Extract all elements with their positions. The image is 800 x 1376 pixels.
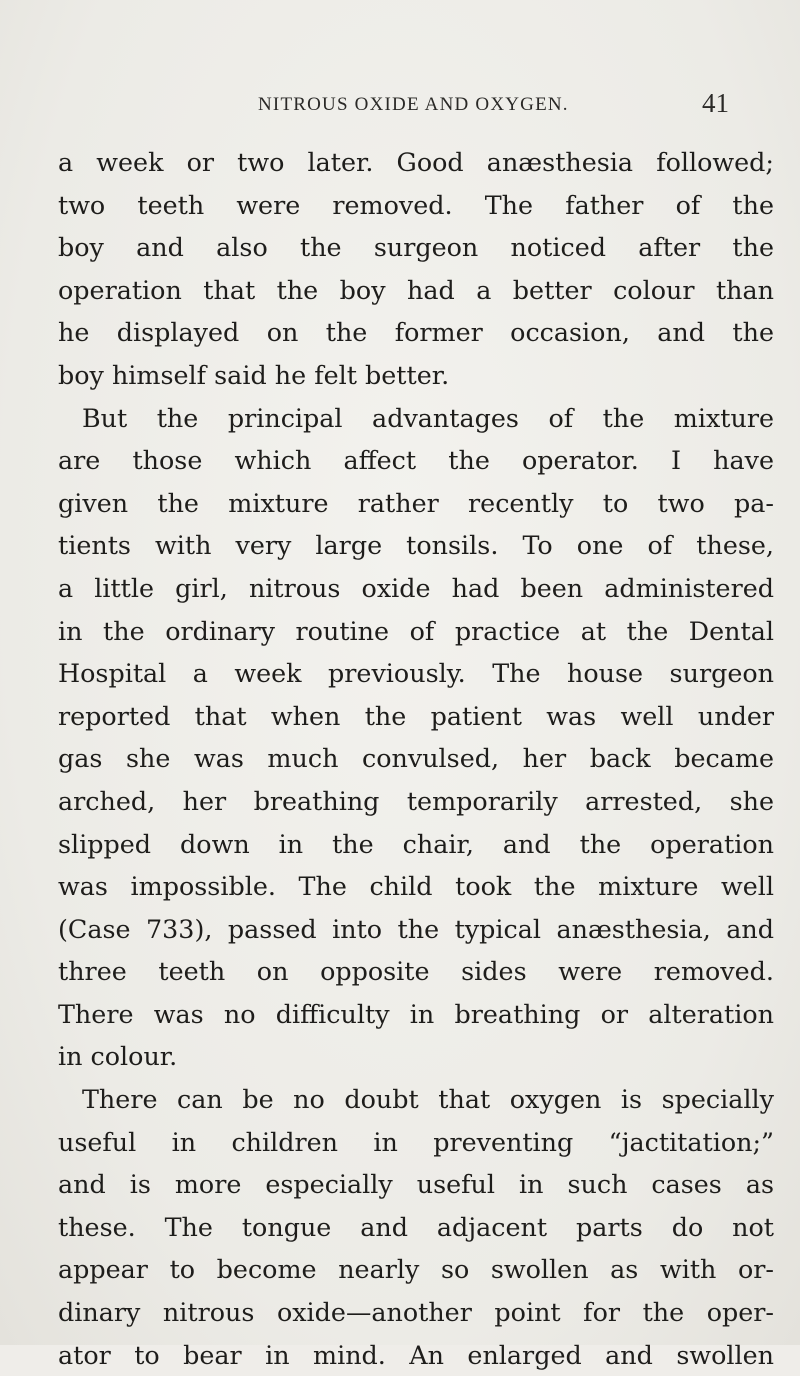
text-line: in the ordinary routine of practice at the Dental	[58, 615, 774, 646]
text-line: operation that the boy had a better colour than	[58, 274, 774, 305]
page-number: 41	[702, 88, 729, 118]
text-line: tients with very large tonsils. To one of these,	[58, 530, 774, 561]
text-line: gas she was much convulsed, her back became	[58, 743, 774, 774]
text-line: two teeth were removed. The father of the	[58, 189, 774, 220]
text-line: reported that when the patient was well under	[58, 700, 774, 731]
text-line: a little girl, nitrous oxide had been administered	[58, 572, 774, 603]
paragraph-last-line: in colour.	[58, 1041, 178, 1072]
text-line: boy and also the surgeon noticed after the	[58, 232, 774, 263]
text-line: he displayed on the former occasion, and the	[58, 317, 774, 348]
paragraph-first-line: There can be no doubt that oxygen is specially	[82, 1084, 774, 1115]
text-line: given the mixture rather recently to two pa-	[58, 487, 774, 518]
text-line: and is more especially useful in such cases as	[58, 1169, 774, 1200]
text-line: was impossible. The child took the mixture well	[58, 871, 774, 902]
text-line: There was no difficulty in breathing or alteration	[58, 998, 774, 1029]
text-line: three teeth on opposite sides were removed.	[58, 956, 774, 987]
text-line: appear to become nearly so swollen as with or-	[58, 1254, 774, 1285]
text-line: arched, her breathing temporarily arrested, she	[58, 785, 774, 816]
text-line: are those which affect the operator. I have	[58, 445, 774, 476]
running-header	[0, 88, 800, 128]
running-title: NITROUS OXIDE AND OXYGEN.	[258, 94, 569, 115]
body-text	[58, 141, 774, 1376]
paragraph-first-line: But the principal advantages of the mixture	[82, 402, 774, 433]
text-line: slipped down in the chair, and the operation	[58, 828, 774, 859]
text-line: a week or two later. Good anæsthesia followed;	[58, 147, 774, 177]
text-line: useful in children in preventing “jactitation;”	[58, 1126, 774, 1157]
text-line: dinary nitrous oxide—another point for the oper-	[58, 1297, 774, 1328]
text-line: (Case 733), passed into the typical anæsthesia, and	[58, 913, 774, 944]
text-line: these. The tongue and adjacent parts do not	[58, 1211, 774, 1242]
paragraph-last-line: boy himself said he felt better.	[58, 359, 450, 390]
text-line: Hospital a week previously. The house surgeon	[58, 658, 774, 689]
text-line: ator to bear in mind. An enlarged and swollen	[58, 1339, 774, 1370]
